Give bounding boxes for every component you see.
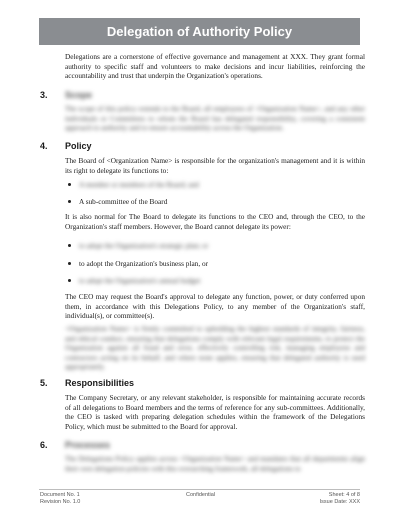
footer-confidential: Confidential	[186, 492, 216, 498]
section-4-title: Policy	[65, 141, 92, 151]
section-3-body: The scope of this policy extends to the Board, all employees of <Organization Name>, and any other individuals or Committees to whom the Board has delegated responsibility, covering a consistent approach to authority and to ensure accountability across the Organization.	[65, 104, 365, 133]
bullet-icon	[68, 183, 71, 186]
list-item	[68, 180, 199, 189]
section-4-p4: <Organization Name> is firmly committed to upholding the highest standards of integrity, fairness, and ethical conduct, ensuring that delegations comply with relevant legal requirements, to protect the Organization against all fraud and error, effectively controlling risk, managing employees and contractors acting on its behalf, and where none applies, ensuring that delegated authority is used appropriately.	[65, 324, 365, 372]
section-6-body: The Delegations Policy applies across <Organization Name> and mandates that all departments align their own delegation policies with this overarching framework, all delegations to	[65, 454, 365, 473]
footer-issue-date: Issue Date: XXX	[319, 499, 360, 505]
section-4-number: 4.	[40, 141, 48, 151]
bullet-icon	[68, 200, 71, 203]
section-4-p2: It is also normal for The Board to delegate its functions to the CEO and, through the CEO, to the Organization's staff members. However, the Board cannot delegate its power:	[65, 212, 365, 231]
bullet-icon	[68, 262, 71, 265]
list-item-text: to adopt the Organization's strategic plan; or	[79, 241, 209, 250]
section-4-p1: The Board of <Organization Name> is responsible for the organization's management and it is within its right to delegate its functions to:	[65, 156, 365, 175]
section-3-title: Scope	[65, 90, 93, 100]
footer-sheet: Sheet: 4 of 8	[328, 492, 360, 498]
section-3-number: 3.	[40, 90, 48, 100]
list-item	[68, 276, 200, 285]
section-4-p3: The CEO may request the Board's approval to delegate any function, power, or duty conferred upon them, in accordance with this Delegations Policy, to any member of the Organization's staff, individual(s), or committee(s).	[65, 292, 365, 321]
footer-document-number: Document No. 1	[40, 492, 80, 498]
intro-paragraph: Delegations are a cornerstone of effective governance and management at XXX. They grant formal authority to specific staff and volunteers to make decisions and incur liabilities, reinforcing the accountability and trust that underpin the Organization's operations.	[65, 52, 365, 81]
section-5-body: The Company Secretary, or any relevant stakeholder, is responsible for maintaining accurate records of all delegations to Board members and the terms of reference for any sub-committees. Additionally, the CEO is tasked with preparing delegation schedules within the framework of the Delegations Policy, which must be submitted to the Board for approval.	[65, 393, 365, 431]
bullet-icon	[68, 244, 71, 247]
list-item	[68, 241, 208, 250]
section-5-title: Responsibilities	[65, 378, 135, 388]
document-title: Delegation of Authority Policy	[39, 18, 360, 45]
list-item-text: A sub-committee of the Board	[79, 197, 168, 206]
footer-revision: Revision No. 1.0	[40, 499, 81, 505]
list-item	[68, 259, 208, 268]
bullet-icon	[68, 279, 71, 282]
footer-divider	[39, 489, 360, 490]
list-item	[68, 197, 167, 206]
list-item-text: A member or members of the Board; and	[79, 180, 199, 189]
list-item-text: to adopt the Organization's business plan, or	[79, 259, 209, 268]
section-6-number: 6.	[40, 440, 48, 450]
list-item-text: to adopt the Organization's annual budget	[79, 276, 201, 285]
section-5-number: 5.	[40, 378, 48, 388]
section-6-title: Processes	[65, 440, 111, 450]
